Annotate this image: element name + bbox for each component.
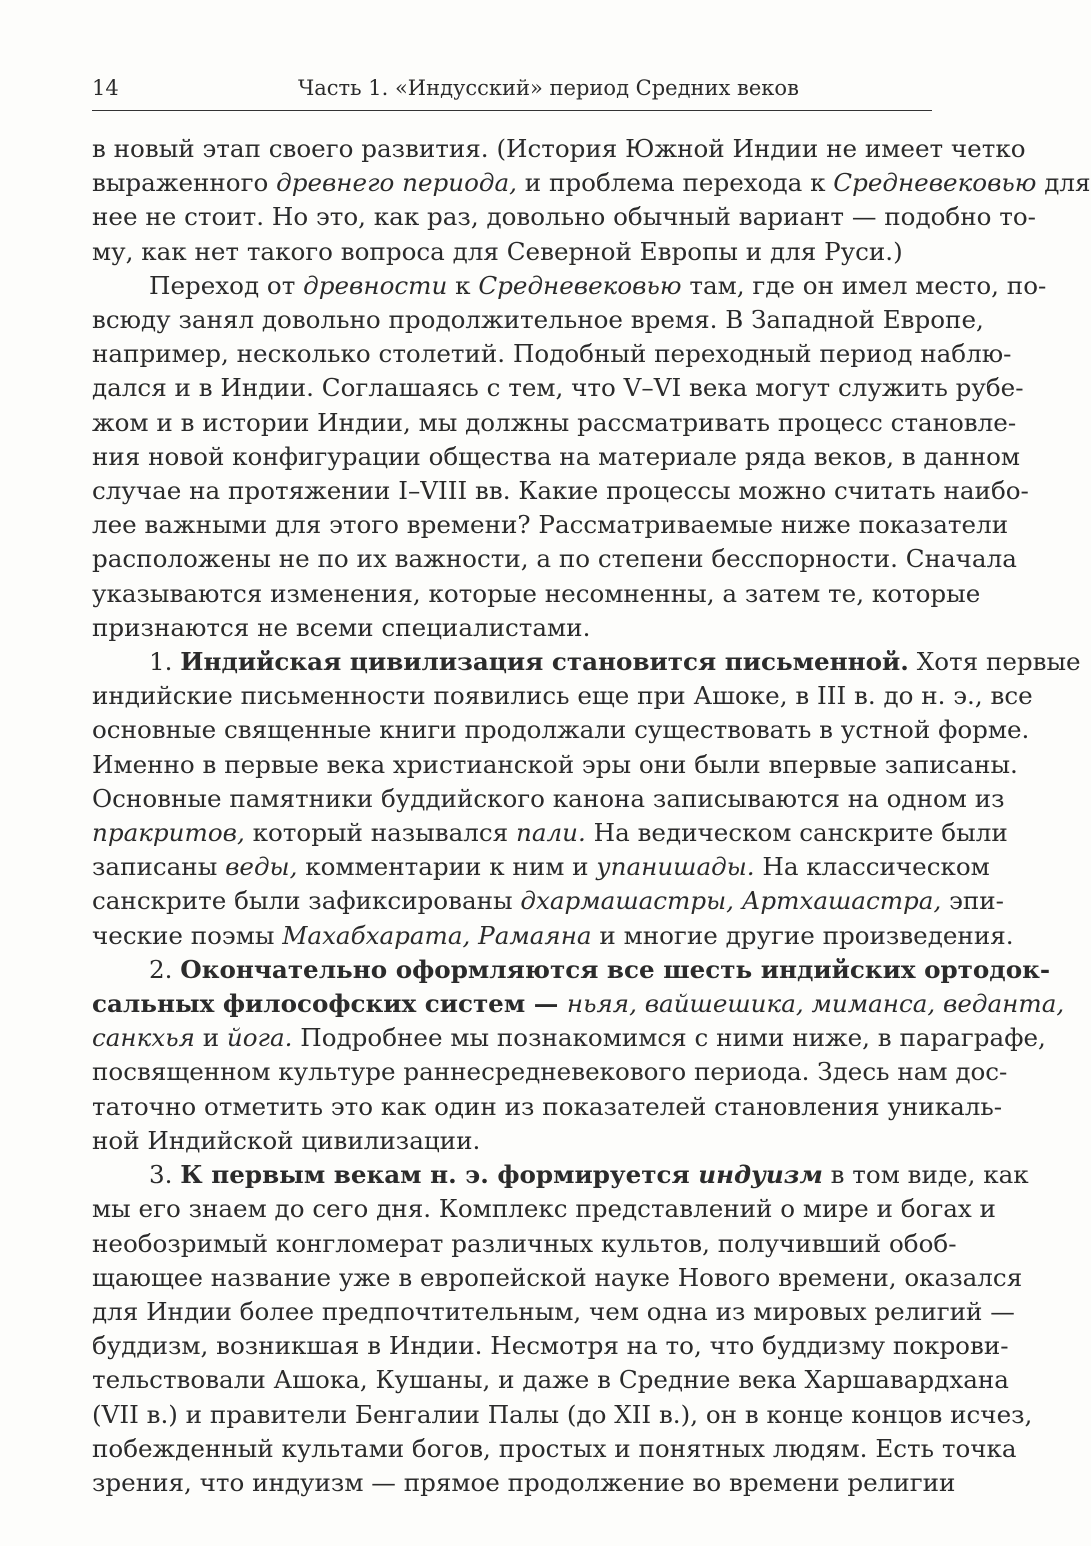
text-span: побежденный культами богов, простых и понятных людям. Есть точка [92,1433,1017,1463]
text-line [92,577,981,611]
emphasis-span: веды, [225,852,298,882]
text-line [92,269,1047,303]
text-span: На классическом [754,852,990,882]
text-line [92,1363,1009,1397]
text-span: зрения, что индуизм — прямое продолжение во времени религии [92,1467,956,1497]
page-number: 14 [92,76,119,100]
text-span: лее важными для этого времени? Рассматриваемые ниже показатели [92,510,1009,540]
text-line [92,474,1029,508]
text-line [92,132,1026,166]
text-span: указываются изменения, которые несомненны, а затем те, которые [92,578,981,608]
text-line [92,1432,1017,1466]
text-line [92,1192,996,1226]
text-span: в новый этап своего развития. (История Южной Индии не имеет четко [92,134,1026,163]
text-span: жом и в истории Индии, мы должны рассматривать процесс становле- [92,407,1017,437]
text-span: эпи- [941,886,1004,916]
text-line [92,1329,1009,1363]
text-span: му, как нет такого вопроса для Северной Европы и для Руси.) [92,236,903,266]
text-span: и многие другие произведения. [591,920,1014,950]
text-line [92,645,1081,679]
emphasis-span: Индийская цивилизация становится письменной. [180,647,909,677]
text-line [92,713,1030,747]
text-span: там, где он имел место, по- [681,270,1047,300]
text-line [92,200,1036,234]
text-span: расположены не по их важности, а по степени бесспорности. Сначала [92,544,1017,574]
text-line [92,1090,1003,1124]
emphasis-span: древности [303,270,448,300]
text-line [92,850,990,884]
text-span: всюду занял довольно продолжительное время. В Западной Европе, [92,305,984,335]
text-span: к [447,270,479,300]
text-line [92,1227,957,1261]
text-line [92,235,932,269]
text-line [92,542,1017,576]
emphasis-span: сальных философских систем — [92,989,567,1019]
emphasis-span: санкхья [92,1023,195,1053]
text-span: Переход от [149,270,304,300]
emphasis-span: Средневековью [833,168,1037,198]
text-span: 2. [149,954,181,984]
emphasis-span: пракритов, [92,818,245,848]
text-span: ческие поэмы [92,920,283,950]
body-text [92,132,1091,1500]
text-span: который назывался [244,818,516,848]
emphasis-span: К первым векам н. э. формируется [180,1160,699,1190]
text-span: тельствовали Ашока, Кушаны, и даже в Средние века Харшавардхана [92,1365,1009,1395]
text-line [92,816,1008,850]
text-line [92,1261,1023,1295]
text-span: Основные памятники буддийского канона записываются на одном из [92,783,1005,813]
running-header [92,74,932,111]
emphasis-span: Средневековью [478,270,682,300]
emphasis-span: ньяя, вайшешика, миманса, веданта, [566,989,1065,1019]
text-line [92,440,1021,474]
text-span: для Индии более предпочтительным, чем одна из мировых религий — [92,1296,1015,1326]
text-span: выраженного [92,168,277,198]
text-line [92,406,1017,440]
text-span: посвященном культуре раннесредневекового периода. Здесь нам дос- [92,1057,1008,1087]
text-span: например, несколько столетий. Подобный переходный период наблю- [92,339,1012,369]
text-span: Именно в первые века христианской эры они были впервые записаны. [92,749,1018,779]
text-line [92,782,1005,816]
emphasis-span: пали. [516,818,586,848]
emphasis-span: Махабхарата, Рамаяна [282,920,592,950]
text-line [92,748,1018,782]
text-span: ной Индийской цивилизации. [92,1125,481,1155]
text-span: в том виде, как [822,1160,1029,1190]
text-line [92,679,1033,713]
text-span: записаны [92,852,226,882]
text-line [92,1021,1046,1055]
text-span: признаются не всеми специалистами. [92,612,591,642]
text-line [92,611,932,645]
text-line [92,337,1012,371]
text-line [92,166,1091,200]
text-line [92,1124,932,1158]
text-span: буддизм, возникшая в Индии. Несмотря на то, что буддизму покрови- [92,1331,1009,1361]
text-span: мы его знаем до сего дня. Комплекс представлений о мире и богах и [92,1194,996,1224]
text-line [92,303,984,337]
emphasis-span: йога. [226,1023,293,1053]
text-line [92,919,1014,953]
text-span: нее не стоит. Но это, как раз, довольно обычный вариант — подобно то- [92,202,1036,232]
emphasis-span: индуизм [698,1160,823,1190]
text-span: и [194,1023,227,1053]
emphasis-span: Окончательно оформляются все шесть индийских ортодок- [180,954,1051,984]
text-span: и проблема перехода к [516,168,834,198]
text-span: ния новой конфигурации общества на материале ряда веков, в данном [92,441,1021,471]
text-span: для [1036,168,1091,198]
text-span: дался и в Индии. Соглашаясь с тем, что V–VI века могут служить рубе- [92,373,1024,403]
text-span: 1. [149,647,181,677]
text-span: основные священные книги продолжали существовать в устной форме. [92,715,1030,745]
emphasis-span: древнего периода, [276,168,517,198]
text-span: индийские письменности появились еще при Ашоке, в III в. до н. э., все [92,681,1033,711]
emphasis-span: дхармашастры, Артхашастра, [520,886,942,916]
text-span: комментарии к ним и [297,852,597,882]
text-span: случае на протяжении I–VIII вв. Какие процессы можно считать наибо- [92,476,1029,506]
text-line [92,953,1051,987]
text-line [92,371,1024,405]
emphasis-span: упанишады. [596,852,755,882]
running-title: Часть 1. «Индусский» период Средних веков [298,76,799,100]
text-line [92,1158,1029,1192]
text-line [92,1055,1008,1089]
text-span: Хотя первые [908,647,1081,677]
text-span: 3. [149,1160,181,1190]
text-line [92,987,1065,1021]
text-line [92,1466,956,1500]
text-line [92,508,1009,542]
text-span: необозримый конгломерат различных культов, получивший обоб- [92,1228,957,1258]
text-span: Подробнее мы познакомимся с ними ниже, в параграфе, [292,1023,1046,1053]
text-span: (VII в.) и правители Бенгалии Палы (до XII в.), он в конце концов исчез, [92,1399,1033,1429]
text-line [92,1398,1033,1432]
text-span: На ведическом санскрите были [585,818,1008,848]
text-span: таточно отметить это как один из показателей становления уникаль- [92,1091,1003,1121]
text-line [92,884,1004,918]
text-span: санскрите были зафиксированы [92,886,521,916]
text-span: щающее название уже в европейской науке Нового времени, оказался [92,1262,1023,1292]
text-line [92,1295,1015,1329]
